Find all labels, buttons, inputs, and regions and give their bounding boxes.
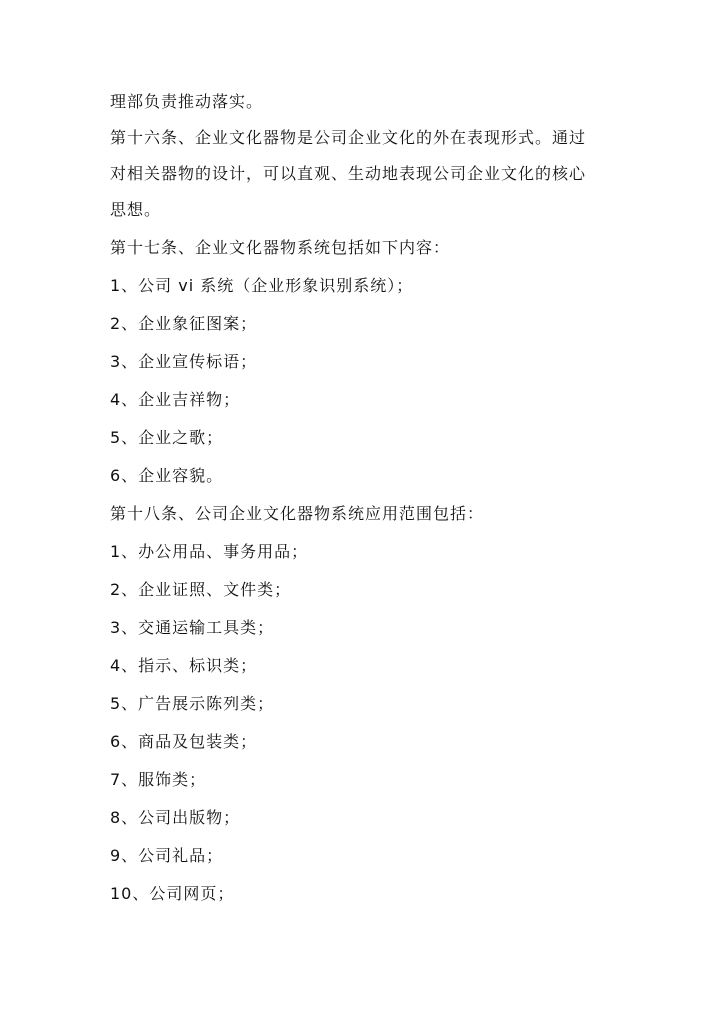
list-item: 5、企业之歌； bbox=[110, 428, 224, 447]
list-item: 2、企业象征图案； bbox=[110, 314, 258, 333]
article-16-line-1: 第十六条、企业文化器物是公司企业文化的外在表现形式。通过 bbox=[110, 128, 587, 147]
list-item: 3、企业宣传标语； bbox=[110, 352, 258, 371]
text-line: 理部负责推动落实。 bbox=[110, 92, 264, 111]
list-item: 2、企业证照、文件类； bbox=[110, 580, 292, 599]
list-item: 9、公司礼品； bbox=[110, 846, 224, 865]
list-item: 1、公司 vi 系统（企业形象识别系统）； bbox=[110, 276, 414, 295]
article-16-line-3: 思想。 bbox=[110, 200, 162, 219]
document-body bbox=[110, 92, 615, 922]
list-item: 8、公司出版物； bbox=[110, 808, 241, 827]
list-item: 6、企业容貌。 bbox=[110, 466, 224, 485]
list-item: 4、企业吉祥物； bbox=[110, 390, 241, 409]
list-item: 7、服饰类； bbox=[110, 770, 207, 789]
list-item: 4、指示、标识类； bbox=[110, 656, 258, 675]
list-item: 5、广告展示陈列类； bbox=[110, 694, 275, 713]
article-17-heading: 第十七条、企业文化器物系统包括如下内容： bbox=[110, 238, 451, 257]
article-16-line-2: 对相关器物的设计，可以直观、生动地表现公司企业文化的核心 bbox=[110, 164, 587, 183]
list-item: 6、商品及包装类； bbox=[110, 732, 258, 751]
list-item: 10、公司网页； bbox=[110, 884, 235, 903]
list-item: 3、交通运输工具类； bbox=[110, 618, 275, 637]
list-item: 1、办公用品、事务用品； bbox=[110, 542, 309, 561]
article-18-heading: 第十八条、公司企业文化器物系统应用范围包括： bbox=[110, 504, 485, 523]
